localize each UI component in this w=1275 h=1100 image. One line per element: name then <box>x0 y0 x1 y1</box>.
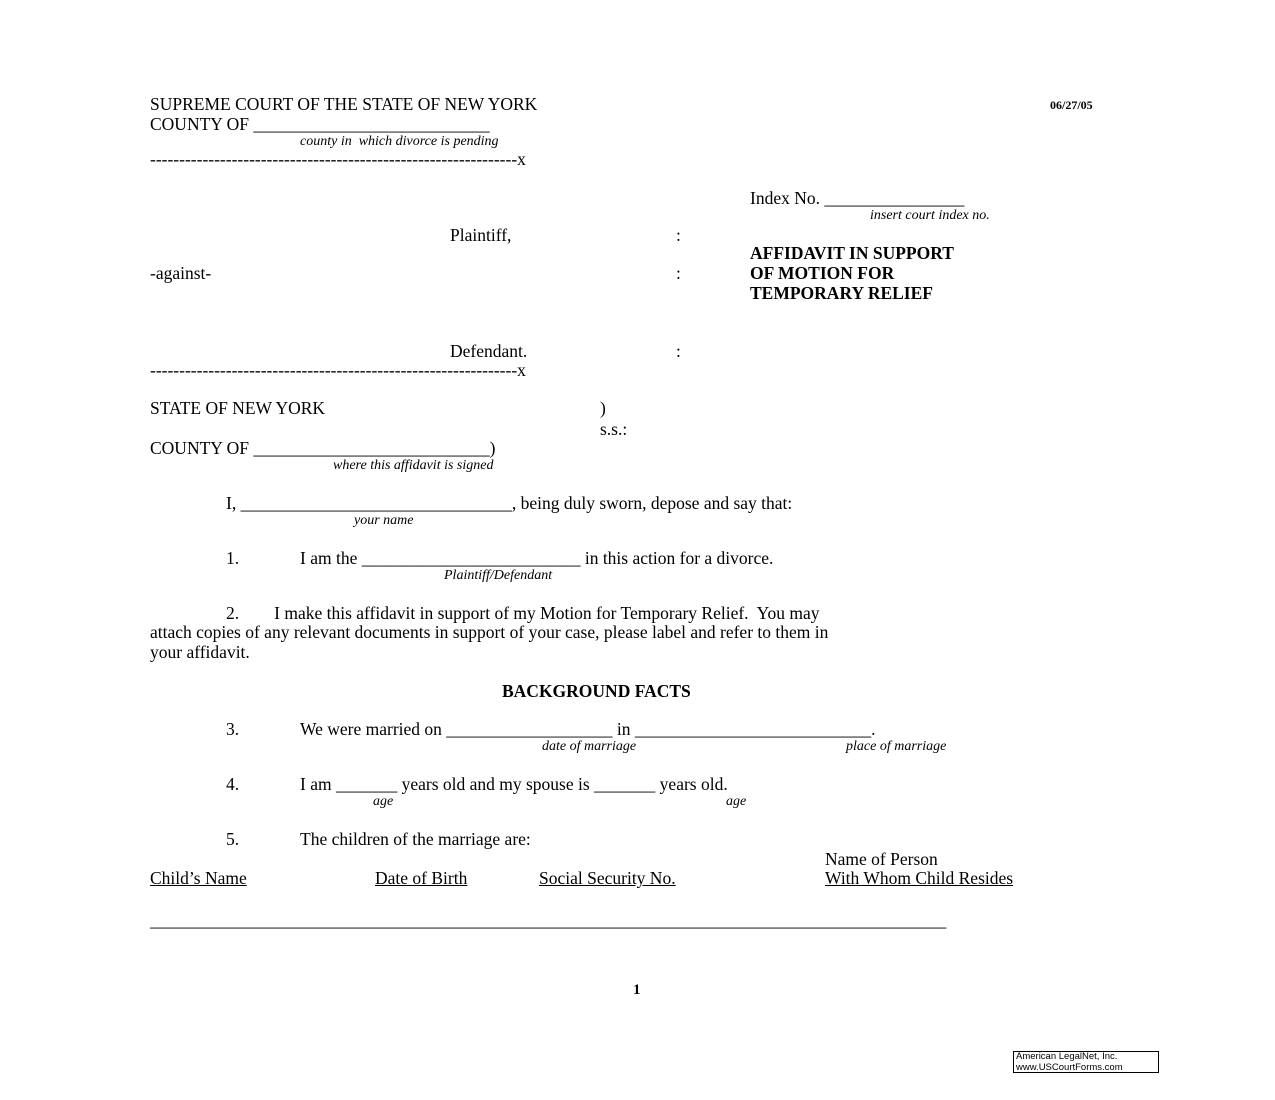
paragraph-4-number: 4. <box>226 774 240 794</box>
venue-ss: s.s.: <box>600 419 628 439</box>
paragraph-2-line-3: your affidavit. <box>150 642 250 662</box>
county-field[interactable]: COUNTY OF ___________________________ <box>150 114 490 134</box>
child-entry-line[interactable]: ___________________________________________________________________________________________ <box>150 910 947 930</box>
venue-state: STATE OF NEW YORK <box>150 398 326 418</box>
affiant-name-hint: your name <box>354 513 414 528</box>
paragraph-4-text[interactable]: I am _______ years old and my spouse is _______ years old. <box>300 774 728 794</box>
publisher-name: American LegalNet, Inc. <box>1016 1051 1118 1062</box>
column-date-of-birth: Date of Birth <box>375 868 468 888</box>
paragraph-3-text[interactable]: We were married on ___________________ in ___________________________. <box>300 719 876 739</box>
form-date: 06/27/05 <box>1050 98 1093 112</box>
court-heading: SUPREME COURT OF THE STATE OF NEW YORK <box>150 94 538 114</box>
marriage-place-hint: place of marriage <box>846 739 947 754</box>
venue-county-hint: where this affidavit is signed <box>333 458 494 473</box>
page-number: 1 <box>633 982 641 998</box>
document-title-line-2: OF MOTION FOR <box>750 263 895 283</box>
column-person-resides: With Whom Child Resides <box>825 868 1014 888</box>
publisher-url: www.USCourtForms.com <box>1016 1061 1123 1073</box>
column-child-name: Child’s Name <box>150 868 247 888</box>
paragraph-5-text: The children of the marriage are: <box>300 829 531 849</box>
paragraph-1-hint: Plaintiff/Defendant <box>444 568 553 583</box>
defendant-label: Defendant. <box>450 341 528 361</box>
venue-county-field[interactable]: COUNTY OF ___________________________) <box>150 438 496 458</box>
paragraph-1-number: 1. <box>226 548 240 568</box>
caption-colon: : <box>676 341 681 361</box>
index-number-field[interactable]: Index No. ________________ <box>750 188 965 208</box>
county-hint: county in which divorce is pending <box>300 134 499 149</box>
paragraph-2-line-2: attach copies of any relevant documents in support of your case, please label and refer to them in <box>150 622 829 642</box>
paragraph-2-line-1: 2. I make this affidavit in support of my Motion for Temporary Relief. You may <box>226 603 820 623</box>
spouse-age-hint: age <box>726 794 747 809</box>
paragraph-5-number: 5. <box>226 829 240 849</box>
paragraph-3-number: 3. <box>226 719 240 739</box>
column-social-security: Social Security No. <box>539 868 676 888</box>
document-title-line-1: AFFIDAVIT IN SUPPORT <box>750 243 954 263</box>
affiant-name-line[interactable]: I, _______________________________, being duly sworn, depose and say that: <box>226 493 793 513</box>
paragraph-1-text[interactable]: I am the _________________________ in this action for a divorce. <box>300 548 774 568</box>
caption-colon: : <box>676 263 681 283</box>
against-label: -against- <box>150 263 212 283</box>
publisher-logo <box>1013 1051 1159 1073</box>
own-age-hint: age <box>373 794 394 809</box>
venue-paren: ) <box>600 398 606 418</box>
document-title-line-3: TEMPORARY RELIEF <box>750 283 933 303</box>
section-heading: BACKGROUND FACTS <box>502 681 691 701</box>
caption-separator-bottom: ---------------------------------------------------------------x <box>150 360 526 380</box>
caption-separator-top: ---------------------------------------------------------------x <box>150 149 526 169</box>
caption-colon: : <box>676 225 681 245</box>
plaintiff-label: Plaintiff, <box>450 225 512 245</box>
index-hint: insert court index no. <box>870 208 990 223</box>
marriage-date-hint: date of marriage <box>542 739 637 754</box>
column-person-label-top: Name of Person <box>825 849 938 869</box>
